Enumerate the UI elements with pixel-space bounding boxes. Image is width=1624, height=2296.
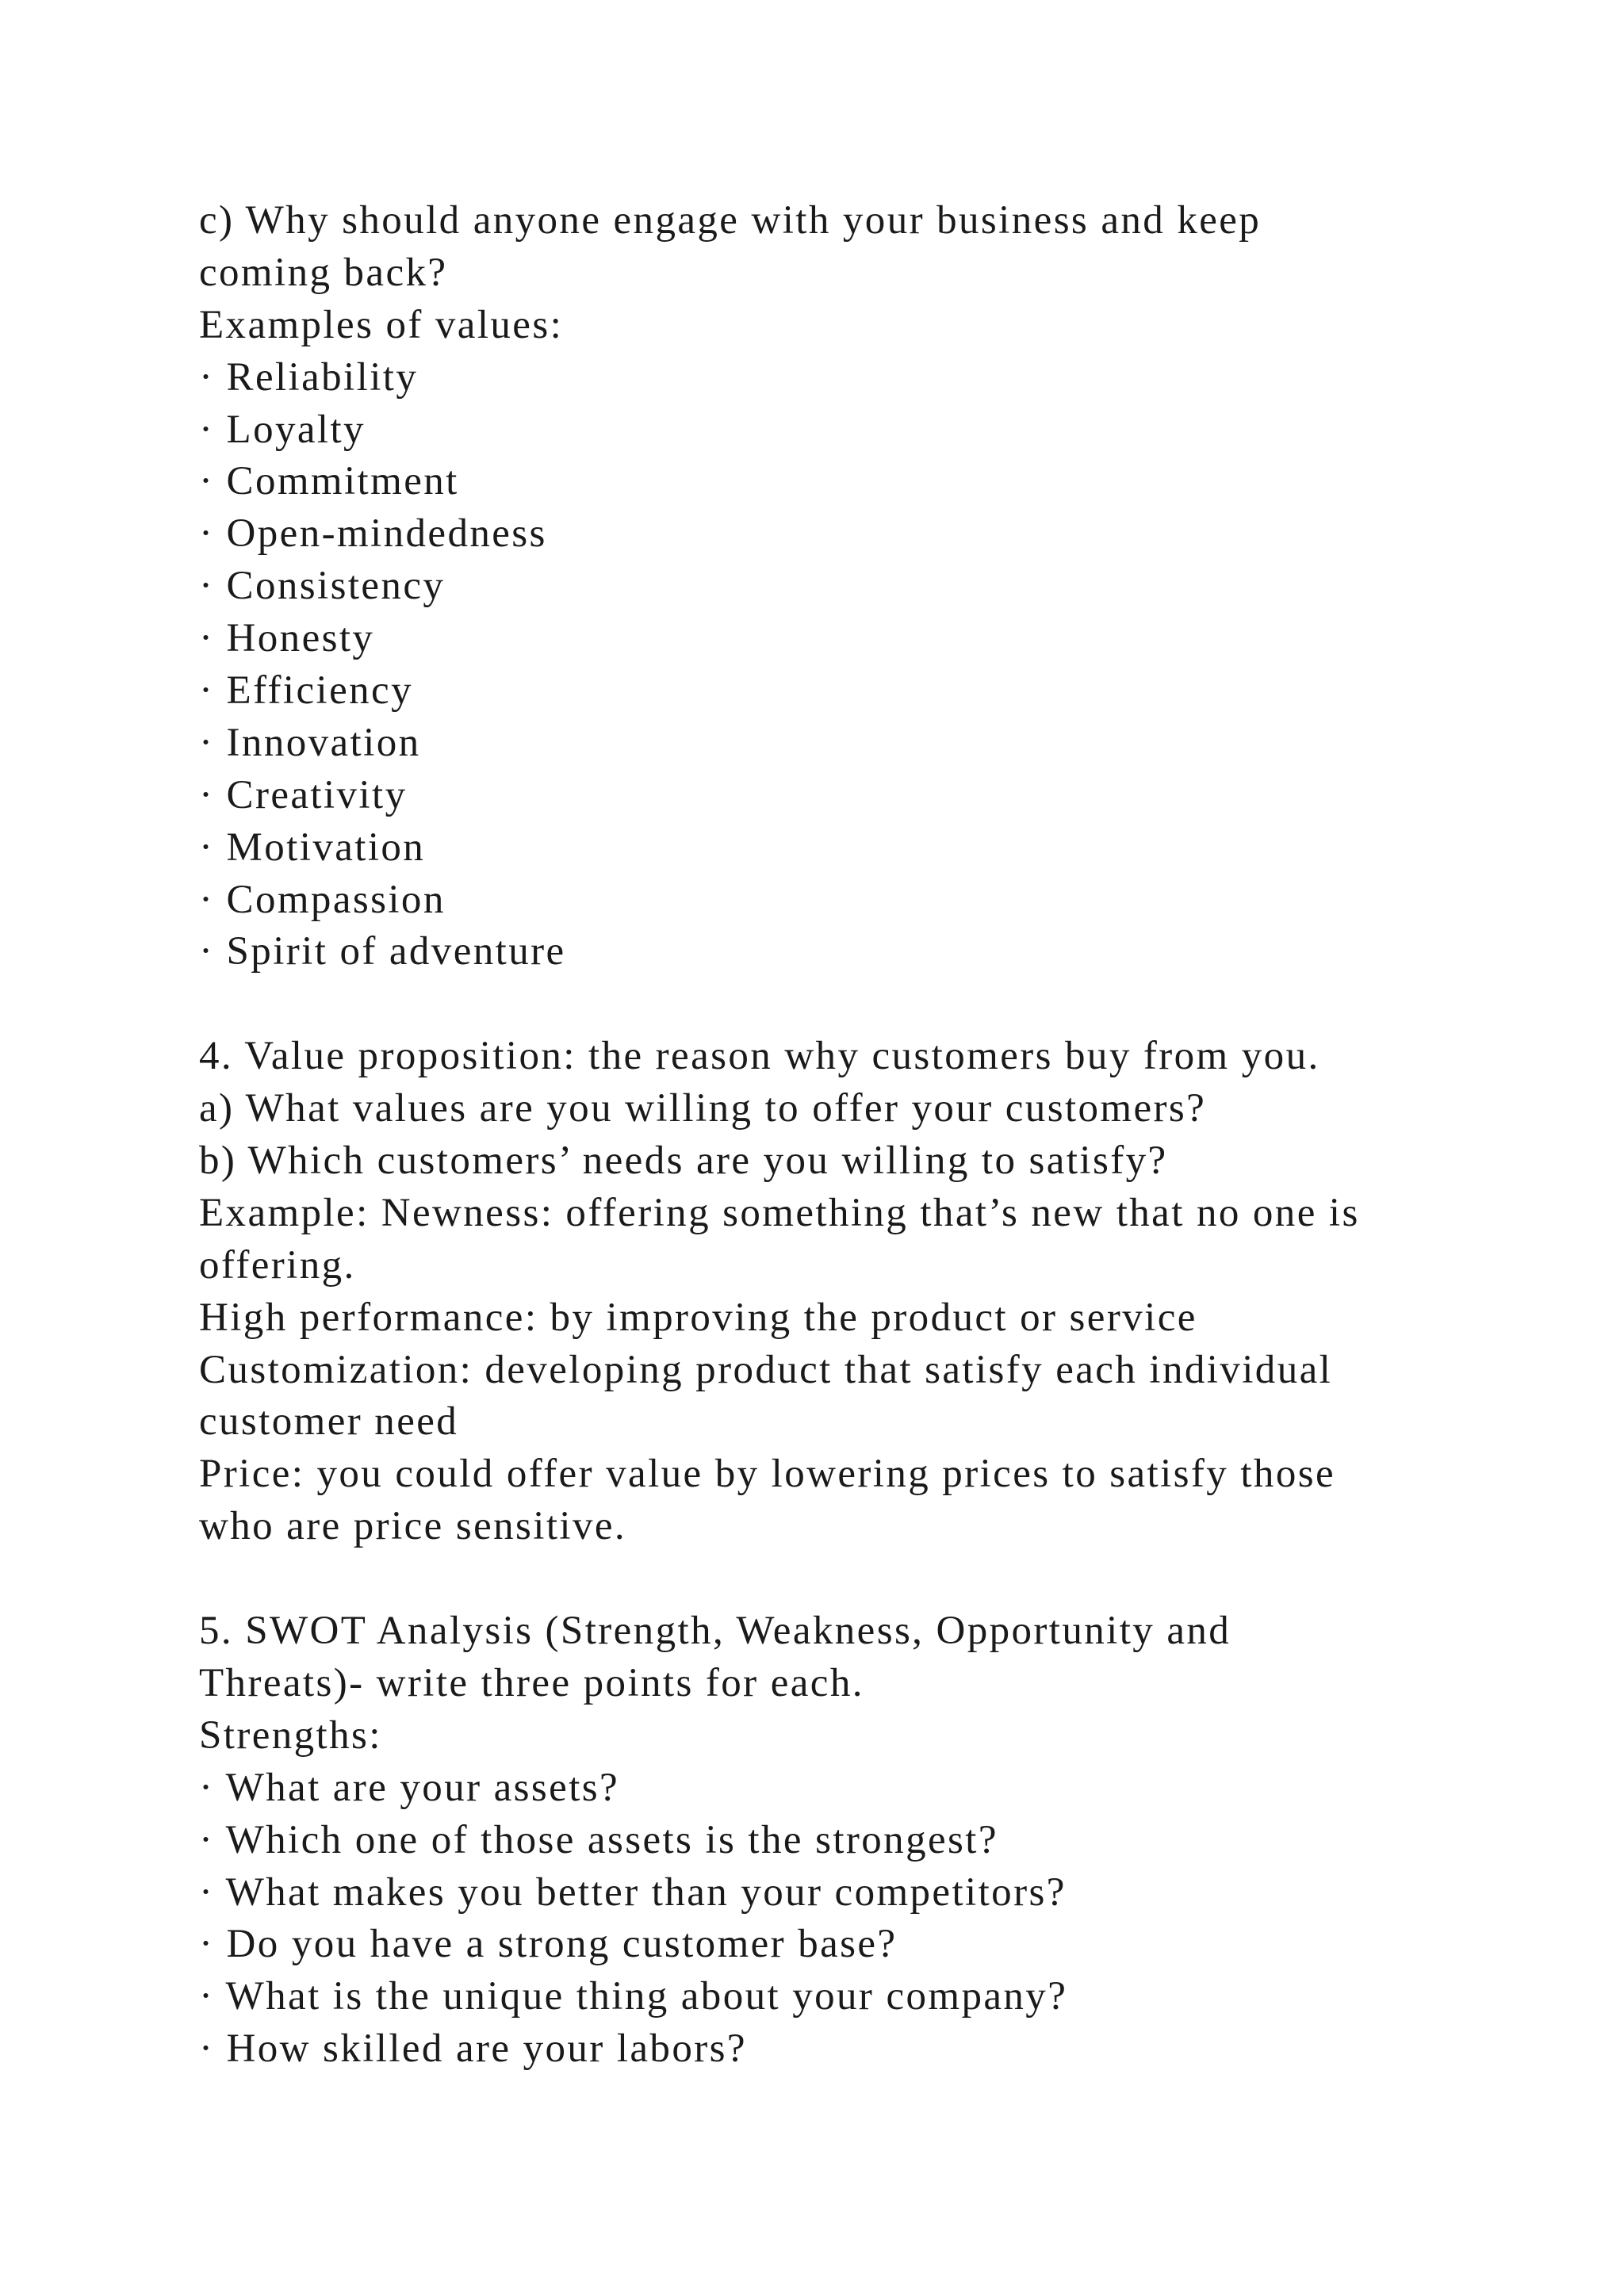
question-c-line-1: c) Why should anyone engage with your business and keep bbox=[199, 198, 1262, 243]
example-line-1: Example: Newness: offering something that’s new that no one is bbox=[199, 1190, 1360, 1235]
value-item: · Innovation bbox=[199, 720, 421, 765]
strength-item: · What is the unique thing about your company? bbox=[199, 1974, 1068, 2019]
value-item: · Spirit of adventure bbox=[199, 929, 566, 974]
question-c-line-2: coming back? bbox=[199, 250, 448, 295]
value-item: · Reliability bbox=[199, 354, 419, 400]
document-body bbox=[199, 195, 1468, 2076]
value-item: · Consistency bbox=[199, 564, 446, 609]
price-line-2: who are price sensitive. bbox=[199, 1504, 627, 1549]
value-item: · Compassion bbox=[199, 877, 446, 922]
examples-heading: Examples of values: bbox=[199, 302, 564, 347]
swot-heading-line-1: 5. SWOT Analysis (Strength, Weakness, Opportunity and bbox=[199, 1609, 1231, 1654]
strength-item: · Which one of those assets is the strongest? bbox=[199, 1817, 998, 1862]
swot-heading-line-2: Threats)- write three points for each. bbox=[199, 1660, 864, 1705]
customization-line-1: Customization: developing product that satisfy each individual bbox=[199, 1347, 1333, 1392]
paragraph-gap bbox=[199, 1553, 1468, 1605]
strength-item: · How skilled are your labors? bbox=[199, 2026, 747, 2072]
value-item: · Honesty bbox=[199, 616, 375, 661]
strength-item: · What makes you better than your competitors? bbox=[199, 1869, 1067, 1915]
strength-item: · Do you have a strong customer base? bbox=[199, 1922, 898, 1967]
value-item: · Creativity bbox=[199, 772, 408, 817]
value-proposition-question-a: a) What values are you willing to offer your customers? bbox=[199, 1086, 1207, 1131]
value-item: · Efficiency bbox=[199, 668, 413, 714]
value-item: · Motivation bbox=[199, 825, 426, 870]
strength-item: · What are your assets? bbox=[199, 1765, 620, 1810]
high-performance-line: High performance: by improving the product or service bbox=[199, 1295, 1197, 1340]
value-item: · Commitment bbox=[199, 459, 459, 504]
example-line-2: offering. bbox=[199, 1242, 356, 1288]
paragraph-gap bbox=[199, 978, 1468, 1031]
value-proposition-heading: 4. Value proposition: the reason why customers buy from you. bbox=[199, 1034, 1320, 1079]
strengths-heading: Strengths: bbox=[199, 1712, 382, 1758]
value-item: · Open-mindedness bbox=[199, 511, 547, 557]
value-proposition-question-b: b) Which customers’ needs are you willing to satisfy? bbox=[199, 1138, 1168, 1184]
price-line-1: Price: you could offer value by lowering prices to satisfy those bbox=[199, 1452, 1336, 1497]
customization-line-2: customer need bbox=[199, 1399, 459, 1445]
value-item: · Loyalty bbox=[199, 407, 366, 452]
